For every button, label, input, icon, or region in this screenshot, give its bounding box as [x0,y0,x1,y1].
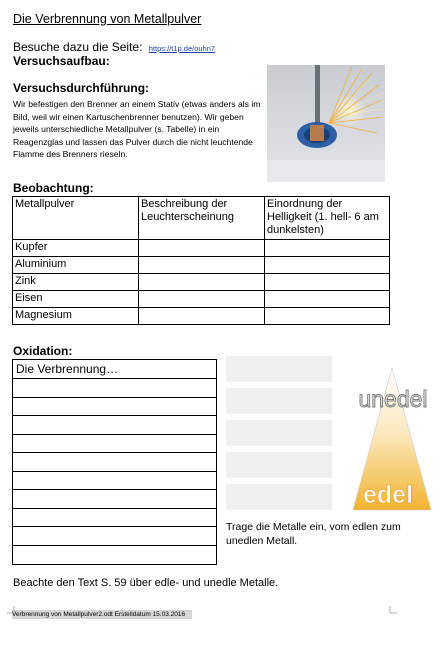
writing-line [13,508,216,509]
setup-heading: Versuchsaufbau: [13,54,110,68]
metal-cell: Aluminium [13,257,139,274]
header-brightness: Einordnung der Helligkeit (1. hell- 6 am dunkelsten) [265,197,390,240]
writing-line [13,471,216,472]
description-cell[interactable] [139,274,265,291]
writing-line [13,434,216,435]
document-title: Die Verbrennung von Metallpulver [13,12,202,26]
writing-line [13,526,216,527]
description-cell[interactable] [139,291,265,308]
table-row [13,257,390,274]
description-cell[interactable] [139,308,265,325]
writing-line [13,415,216,416]
table-row [13,291,390,308]
brightness-cell[interactable] [265,291,390,308]
observation-heading: Beobachtung: [13,181,94,195]
oxidation-writing-box[interactable] [12,359,217,565]
metal-entry-box[interactable] [226,356,332,382]
brightness-cell[interactable] [265,308,390,325]
header-description: Beschreibung der Leuchterscheinung [139,197,265,240]
header-metal: Metallpulver [13,197,139,240]
metal-entry-box[interactable] [226,452,332,478]
brightness-cell[interactable] [265,240,390,257]
burner-photo [267,65,385,182]
pyramid-top-label: unedel [358,386,428,412]
instruction-text: Trage die Metalle ein, vom edlen zum unedlen Metall. [226,521,401,547]
metal-entry-box[interactable] [226,388,332,414]
procedure-text: Wir befestigen den Brenner an einem Stativ (etwas anders als im Bild, weil wir einen Kartuschenbrenner benutzen). Wir geben jeweils unterschiedliche Metallpulver (s. Tabelle) in ein Reagenzglas und lassen das Pulver durch die nicht leuchtende Flamme des Brenners rieseln. [13,99,261,160]
table-row [13,274,390,291]
nobility-pyramid [350,350,434,512]
description-cell[interactable] [139,240,265,257]
website-link[interactable]: https://t1p.de/ouhn7 [148,44,216,53]
oxidation-heading: Oxidation: [13,344,73,358]
writing-line [13,545,216,546]
table-row [13,308,390,325]
procedure-heading: Versuchsdurchführung: [13,81,150,95]
writing-line [13,489,216,490]
pyramid-bottom-label: edel [362,481,414,509]
visit-line [13,40,215,54]
writing-line [13,452,216,453]
writing-line [13,378,216,379]
textbook-note: Beachte den Text S. 59 über edle- und unedle Metalle. [13,577,279,589]
metal-entry-box[interactable] [226,420,332,446]
visit-text: Besuche dazu die Seite: [13,40,143,54]
metal-cell: Eisen [13,291,139,308]
metal-entry-box[interactable] [226,484,332,510]
margin-mark [7,606,15,614]
observation-table [12,196,390,325]
oxidation-first-line: Die Verbrennung… [16,362,119,376]
margin-mark [389,606,397,614]
brightness-cell[interactable] [265,274,390,291]
writing-line [13,397,216,398]
table-header-row [13,197,390,240]
metal-cell: Zink [13,274,139,291]
brightness-cell[interactable] [265,257,390,274]
page-footer: Verbrennung von Metallpulver2.odt Erstelldatum 15.03.2016 [12,610,192,619]
description-cell[interactable] [139,257,265,274]
metal-cell: Kupfer [13,240,139,257]
table-row [13,240,390,257]
metal-cell: Magnesium [13,308,139,325]
